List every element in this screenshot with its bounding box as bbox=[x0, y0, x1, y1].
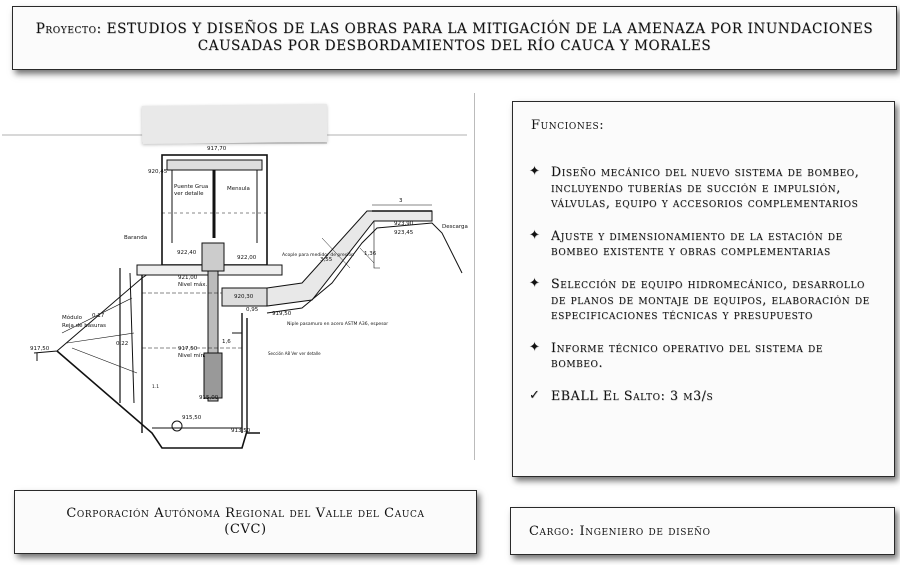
list-item bbox=[529, 340, 879, 371]
label-dim-0-95: 0,95 bbox=[246, 307, 259, 313]
label-dim-3: 3 bbox=[399, 198, 403, 204]
label-elev-921-00: 921,00 bbox=[178, 275, 198, 281]
role-card bbox=[510, 507, 895, 555]
list-item bbox=[529, 388, 879, 404]
label-acople: Acople para medidor de presión bbox=[282, 253, 354, 258]
functions-list bbox=[529, 164, 879, 421]
label-dim-1-6: 1,6 bbox=[222, 339, 231, 345]
label-dim-0-22: 0,22 bbox=[116, 341, 129, 347]
label-elev-919-50: 919,50 bbox=[272, 311, 292, 317]
label-baranda: Baranda bbox=[124, 235, 148, 241]
role-text: Cargo: Ingeniero de diseño bbox=[529, 523, 711, 539]
function-text: Selección de equipo hidromecánico, desarrollo de planos de montaje de equipos, elaboración de especificaciones técnicas y presupuesto bbox=[551, 275, 870, 323]
organization-name: Corporación Autónoma Regional del Valle del Cauca (CVC) bbox=[66, 506, 425, 537]
functions-card bbox=[512, 101, 895, 477]
function-text: Diseño mecánico del nuevo sistema de bombeo, incluyendo tuberías de succión e impulsión, válvulas, equipo y accesorios complementarios bbox=[551, 164, 860, 211]
star-bullet-icon: ✦ bbox=[529, 339, 540, 355]
label-elev-920-45: 920,45 bbox=[148, 169, 168, 175]
label-elev-922-40: 922,40 bbox=[177, 250, 197, 256]
label-seccion: Sección A8 Ver ver detalle bbox=[268, 351, 321, 356]
label-reja: Reja de basuras bbox=[62, 323, 106, 329]
label-puente-grua: Puente Grua bbox=[174, 184, 209, 190]
label-elev-923-45: 923,45 bbox=[394, 230, 414, 236]
star-bullet-icon: ✦ bbox=[529, 164, 540, 179]
project-title-card bbox=[12, 6, 897, 70]
label-ver-detalle: ver detalle bbox=[174, 191, 204, 197]
function-text: Ajuste y dimensionamiento de la estación de bombeo existente y obras complementarias bbox=[551, 227, 843, 259]
label-elev-915-00: 915,00 bbox=[199, 395, 219, 401]
star-bullet-icon: ✦ bbox=[529, 275, 540, 291]
label-niple: Niple pasamuro en acero ASTM A36, espesor bbox=[287, 322, 389, 327]
project-title bbox=[13, 21, 896, 55]
pump-station-drawing bbox=[2, 93, 475, 460]
list-item bbox=[529, 164, 879, 211]
star-bullet-icon: ✦ bbox=[529, 227, 540, 243]
function-text: Informe técnico operativo del sistema de bombeo. bbox=[551, 339, 823, 371]
function-text: EBALL El Salto: 3 m3/s bbox=[551, 387, 714, 403]
label-elev-920-30: 920,30 bbox=[234, 294, 254, 300]
label-dim-1-1: 1.1 bbox=[152, 385, 160, 390]
label-nivel-max: Nivel máx. bbox=[178, 282, 208, 288]
label-elev-922-00: 922,00 bbox=[237, 255, 257, 261]
project-label: Proyecto: bbox=[35, 21, 102, 37]
label-dim-3-55: 3,55 bbox=[320, 257, 333, 263]
label-elev-917-50: 917,50 bbox=[178, 346, 198, 352]
check-icon: ✓ bbox=[529, 387, 540, 403]
label-dim-0-17: 0,17 bbox=[92, 313, 105, 319]
project-text: ESTUDIOS Y DISEÑOS DE LAS OBRAS PARA LA MITIGACIÓN DE LA AMENAZA POR INUNDACIONES CAUSADAS POR DESBORDAMIENTOS DEL RÍO CAUCA Y MORALES bbox=[106, 21, 874, 54]
label-descarga: Descarga bbox=[442, 224, 468, 230]
label-elev-917-50-left: 917,50 bbox=[30, 346, 50, 352]
list-item bbox=[529, 276, 879, 323]
label-elev-915-50: 915,50 bbox=[182, 415, 202, 421]
label-elev-913-50: 913,50 bbox=[231, 428, 251, 434]
list-item bbox=[529, 228, 879, 259]
label-modulo: Módulo bbox=[62, 315, 82, 321]
tape-strip bbox=[142, 104, 327, 144]
label-elev-917-70: 917,70 bbox=[207, 146, 227, 152]
label-dim-1-36: 1,36 bbox=[364, 251, 377, 257]
label-nivel-min: Nivel mín. bbox=[178, 353, 206, 359]
drawing-svg bbox=[2, 93, 474, 460]
functions-heading: Funciones: bbox=[531, 118, 605, 133]
label-elev-923-90: 923,90 bbox=[394, 221, 414, 227]
label-mensula: Mensula bbox=[227, 186, 250, 192]
organization-card bbox=[14, 490, 477, 554]
